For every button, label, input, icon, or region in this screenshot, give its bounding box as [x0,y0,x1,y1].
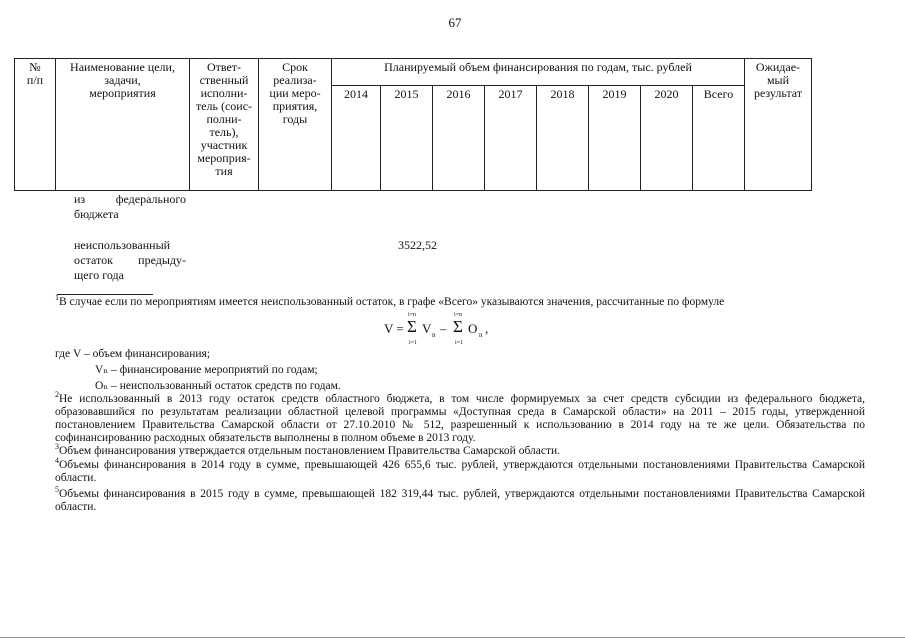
footnote-text: Объем финансирования утверждается отдельным постановлением Правительства Самарской области. [59,445,561,457]
header-total: Всего [693,86,745,191]
formula [384,312,504,348]
page-number: 67 [448,15,462,30]
row-federal-budget-word: бюджета [74,207,119,221]
header-name [56,59,190,191]
header-responsible-line: тель (соис- [195,99,253,113]
footnote-marker: 4 [55,456,59,466]
financing-table [14,58,812,191]
header-planned-financing: Планируемый объем финансирования по годам, тыс. рублей [332,59,745,86]
header-num-line: № [29,60,41,74]
header-year-2018: 2018 [537,86,589,191]
row-federal-budget-word: федерального [115,192,186,206]
header-year-2015: 2015 [381,86,433,191]
header-result-line: Ожидае- [755,60,801,74]
footnote-text: Объемы финансирования в 2014 году в сумме, превышающей 426 655,6 тыс. рублей, утверждаются отдельными постановлениями Правительства Самарской области. [55,459,865,484]
header-responsible-line: участник [200,138,248,152]
formula-sigma: Σ [407,317,417,336]
header-term-line: Срок [282,60,308,74]
header-name-line: мероприятия [89,86,156,100]
footnote-5 [55,485,865,514]
row-unused-balance-word: предыду- [138,253,186,267]
formula-tail: , [485,321,489,336]
header-result-line: результат [753,86,803,100]
header-term-line: годы [282,112,308,126]
formula-lower-limit: i=1 [409,340,418,346]
header-responsible-line: тель), [209,125,239,139]
formula-lower-limit: i=1 [455,340,464,346]
header-responsible-line: мероприя- [197,151,251,165]
formula-term-2: O [468,321,478,336]
row-unused-balance-word: щего года [74,268,124,282]
unused-balance-2015-value: 3522,52 [398,238,437,252]
page-bottom-edge [0,637,905,638]
formula-term-1-sub: n [432,331,436,339]
header-num-line: п/п [26,73,44,87]
row-federal-budget-word: из [74,192,86,206]
header-term-line: реализа- [273,73,317,87]
footnote-text: Не использованный в 2013 году остаток средств областного бюджета, в том числе формируемых за счет средств субсидии из федерального бюджета, образовавшийся по результатам реализации областной целевой программы «Доступная среда в Самарской области» на 2011 – 2015 годы, утвержденной постановлением Правительства Самарской области от 27.10.2010 № 512, разрешенный к использованию в 2014 году на те же цели. Обязательства по софинансированию расходных обязательств выполнены в полном объеме в 2013 году. [55,393,865,444]
header-year-2014: 2014 [332,86,381,191]
footnote-text: Объемы финансирования в 2015 году в сумме, превышающей 182 319,44 тыс. рублей, утверждаются отдельными постановлениями Правительства Самарской области. [55,488,865,513]
definition-v: где V – объем финансирования; [55,348,211,360]
footnote-2 [55,390,865,445]
header-name-line: Наименование цели, [70,60,175,74]
footnote-1 [55,293,865,309]
header-responsible-line: ственный [199,73,249,87]
header-year-2016: 2016 [433,86,485,191]
formula-minus: – [440,321,447,336]
header-result-line: мый [766,73,790,87]
formula-upper-limit: i=n [408,312,417,318]
formula-sigma: Σ [453,317,463,336]
header-responsible-line: тия [215,164,233,178]
header-name-line: задачи, [104,73,141,87]
footnote-divider [57,294,153,295]
footnote-4 [55,456,865,485]
header-year-2019: 2019 [589,86,641,191]
row-unused-balance [74,238,186,283]
header-year-2017: 2017 [485,86,537,191]
definition-vn: Vₙ – финансирование мероприятий по годам; [95,364,318,376]
footnote-marker: 2 [55,390,59,400]
footnote-marker: 1 [55,293,59,303]
definition-on: Oₙ – неиспользованный остаток средств по годам. [95,380,341,392]
header-responsible [190,59,259,191]
header-year-2020: 2020 [641,86,693,191]
row-unused-balance-word: остаток [74,253,113,267]
footnote-marker: 3 [55,442,59,452]
footnote-3 [55,442,865,458]
footnote-text: В случае если по мероприятиям имеется неиспользованный остаток, в графе «Всего» указываются значения, рассчитанные по формуле [59,296,725,308]
header-term-line: ции меро- [269,86,321,100]
formula-v: V = [384,321,404,336]
formula-term-2-sub: n [479,331,483,339]
formula-upper-limit: i=n [454,312,463,318]
header-responsible-line: Ответ- [206,60,242,74]
header-responsible-line: исполни- [200,86,248,100]
footnote-marker: 5 [55,485,59,495]
header-result [745,59,812,191]
row-federal-budget [74,192,186,222]
header-term [259,59,332,191]
header-term-line: приятия, [272,99,318,113]
formula-term-1: V [422,321,432,336]
row-unused-balance-word: неиспользованный [74,238,171,252]
header-num [15,59,56,191]
header-responsible-line: полни- [206,112,242,126]
